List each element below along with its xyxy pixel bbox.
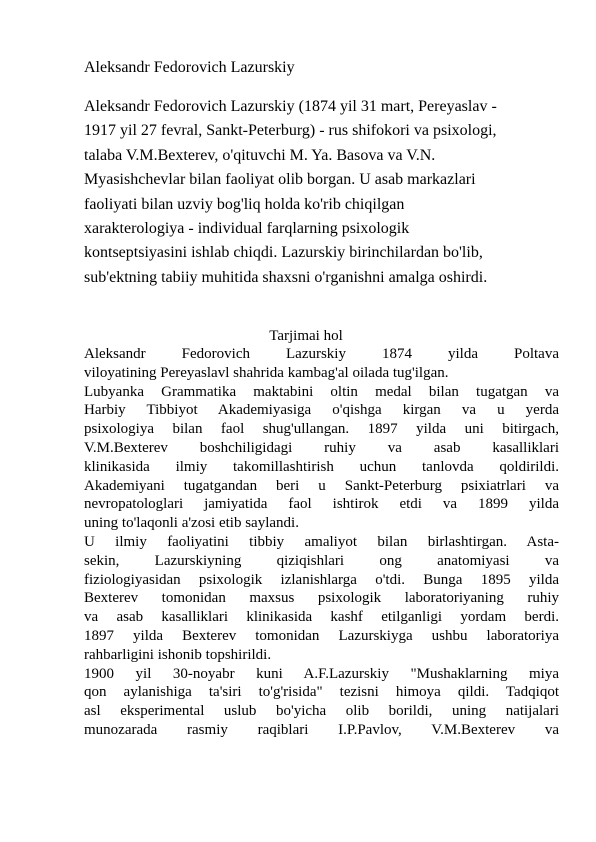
paragraph-line: Aleksandr Fedorovich Lazurskiy 1874 yilda Poltava — [84, 346, 559, 362]
intro-line: xarakterologiya - individual farqlarning psixologik — [84, 220, 410, 238]
paragraph-line: sekin, Lazurskiyning qiziqishlari ong anatomiyasi va — [84, 552, 559, 569]
paragraph-line: 1897 yilda Bexterev tomonidan Lazurskiyga ushbu laboratoriya — [84, 627, 559, 644]
paragraph — [84, 665, 559, 740]
paragraph-line: munozarada rasmiy raqiblari I.P.Pavlov, V.M.Bexterev va — [84, 721, 559, 738]
paragraph-line: U ilmiy faoliyatini tibbiy amaliyot bilan birlashtirgan. Asta- — [84, 533, 559, 550]
paragraph-line: rahbarligini ishonib topshirildi. — [84, 646, 272, 663]
paragraph — [84, 383, 559, 533]
paragraph-line: psixologiya bilan faol shug'ullangan. 1897 yilda uni bitirgach, — [84, 421, 559, 438]
paragraph-line: Harbiy Tibbiyot Akademiyasiga o'qishga kirgan va u yerda — [84, 402, 559, 419]
intro-line: Aleksandr Fedorovich Lazurskiy (1874 yil 31 mart, Pereyaslav - — [84, 98, 497, 115]
paragraph-line: klinikasida ilmiy takomillashtirish uchun tanlovda qoldirildi. — [84, 458, 559, 475]
paragraph-line: Lubyanka Grammatika maktabini oltin medal bilan tugatgan va — [84, 383, 559, 400]
paragraph-line: 1900 yil 30-noyabr kuni A.F.Lazurskiy "Mushaklarning miya — [84, 665, 559, 682]
intro-line: sub'ektning tabiiy muhitida shaxsni o'rganishni amalga oshirdi. — [84, 268, 488, 286]
paragraph-line: nevropatologlari jamiyatida faol ishtirok etdi va 1899 yilda — [84, 496, 559, 513]
paragraph-line: viloyatining Pereyaslavl shahrida kambag'al oilada tug'ilgan. — [84, 364, 449, 381]
intro-line: Myasishchevlar bilan faoliyat olib borgan. U asab markazlari — [84, 171, 476, 189]
intro-line: talaba V.M.Bexterev, o'qituvchi M. Ya. Basova va V.N. — [84, 146, 436, 164]
paragraph-line: asl eksperimental uslub bo'yicha olib borildi, uning natijalari — [84, 703, 559, 720]
paragraph-line: Bexterev tomonidan maxsus psixologik laboratoriyaning ruhiy — [84, 590, 559, 607]
paragraph-line: qon aylanishiga ta'siri to'g'risida" tezisni himoya qildi. Tadqiqot — [84, 684, 559, 701]
biography-body — [84, 345, 559, 740]
intro-line: 1917 yil 27 fevral, Sankt-Peterburg) - rus shifokori va psixologi, — [84, 122, 497, 140]
paragraph — [84, 345, 559, 383]
paragraph-line: uning to'laqonli a'zosi etib saylandi. — [84, 515, 299, 532]
paragraph-line: V.M.Bexterev boshchiligidagi ruhiy va asab kasalliklari — [84, 439, 559, 456]
paragraph-line: Akademiyani tugatgandan beri u Sankt-Peterburg psixiatrlari va — [84, 477, 559, 494]
section-heading: Tarjimai hol — [269, 328, 343, 344]
paragraph — [84, 533, 559, 665]
paragraph-line: fiziologiyasidan psixologik izlanishlarga o'tdi. Bunga 1895 yilda — [84, 571, 559, 588]
paragraph-line: va asab kasalliklari klinikasida kashf etilganligi yordam berdi. — [84, 609, 559, 626]
intro-paragraph — [84, 95, 562, 290]
intro-line: faoliyati bilan uzviy bog'liq holda ko'rib chiqilgan — [84, 195, 405, 213]
intro-line: kontseptsiyasini ishlab chiqdi. Lazurskiy birinchilardan bo'lib, — [84, 244, 483, 262]
document-title: Aleksandr Fedorovich Lazurskiy — [84, 59, 295, 76]
